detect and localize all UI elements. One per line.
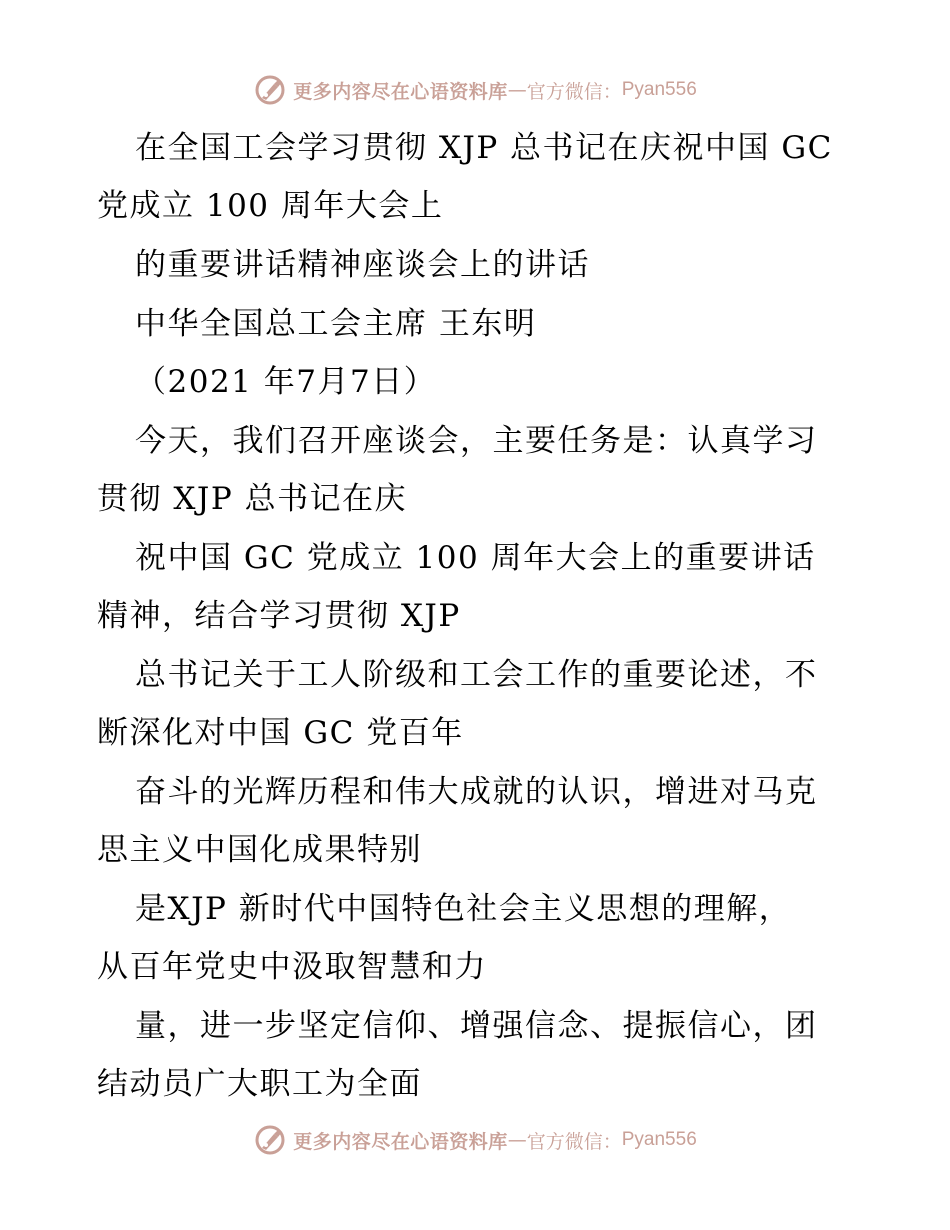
paragraph-line: 精神，结合学习贯彻 XJP [97, 598, 461, 634]
header-watermark-banner [0, 70, 950, 110]
paragraph-line: 是XJP 新时代中国特色社会主义思想的理解， [135, 891, 792, 927]
watermark-wechat-id: Pyan556 [621, 79, 697, 100]
watermark-wechat-label: 官方微信： [526, 80, 622, 103]
paragraph-line: 断深化对中国 GC 党百年 [97, 715, 464, 751]
watermark-wechat-id: Pyan556 [621, 1129, 697, 1150]
watermark-text: 更多内容尽在心语资料库 [293, 80, 508, 103]
watermark-text: 更多内容尽在心语资料库 [293, 1130, 508, 1153]
paragraph-line: 贯彻 XJP 总书记在庆 [97, 481, 408, 517]
pen-nib-logo-icon [253, 73, 287, 107]
paragraph-line: 祝中国 GC 党成立 100 周年大会上的重要讲话 [135, 540, 816, 576]
document-title-line: 在全国工会学习贯彻 XJP 总书记在庆祝中国 GC [135, 130, 833, 166]
watermark-wechat-label: 官方微信： [526, 1130, 622, 1153]
watermark-separator: — [507, 1129, 527, 1151]
watermark-separator: — [507, 79, 527, 101]
paragraph-line: 量，进一步坚定信仰、增强信念、提振信心，团 [135, 1008, 818, 1044]
document-date-line: （2021 年7月7日） [135, 364, 437, 400]
document-author-line: 中华全国总工会主席 王东明 [135, 306, 537, 342]
document-title-line: 党成立 100 周年大会上 [97, 188, 444, 224]
footer-watermark-banner [0, 1120, 950, 1160]
paragraph-line: 从百年党史中汲取智慧和力 [97, 949, 487, 985]
paragraph-line: 思主义中国化成果特别 [97, 832, 422, 868]
document-title-line: 的重要讲话精神座谈会上的讲话 [135, 247, 590, 283]
pen-nib-logo-icon [253, 1123, 287, 1157]
paragraph-line: 今天，我们召开座谈会，主要任务是：认真学习 [135, 423, 818, 459]
paragraph-line: 结动员广大职工为全面 [97, 1066, 422, 1102]
paragraph-line: 奋斗的光辉历程和伟大成就的认识，增进对马克 [135, 774, 818, 810]
paragraph-line: 总书记关于工人阶级和工会工作的重要论述，不 [135, 657, 818, 693]
